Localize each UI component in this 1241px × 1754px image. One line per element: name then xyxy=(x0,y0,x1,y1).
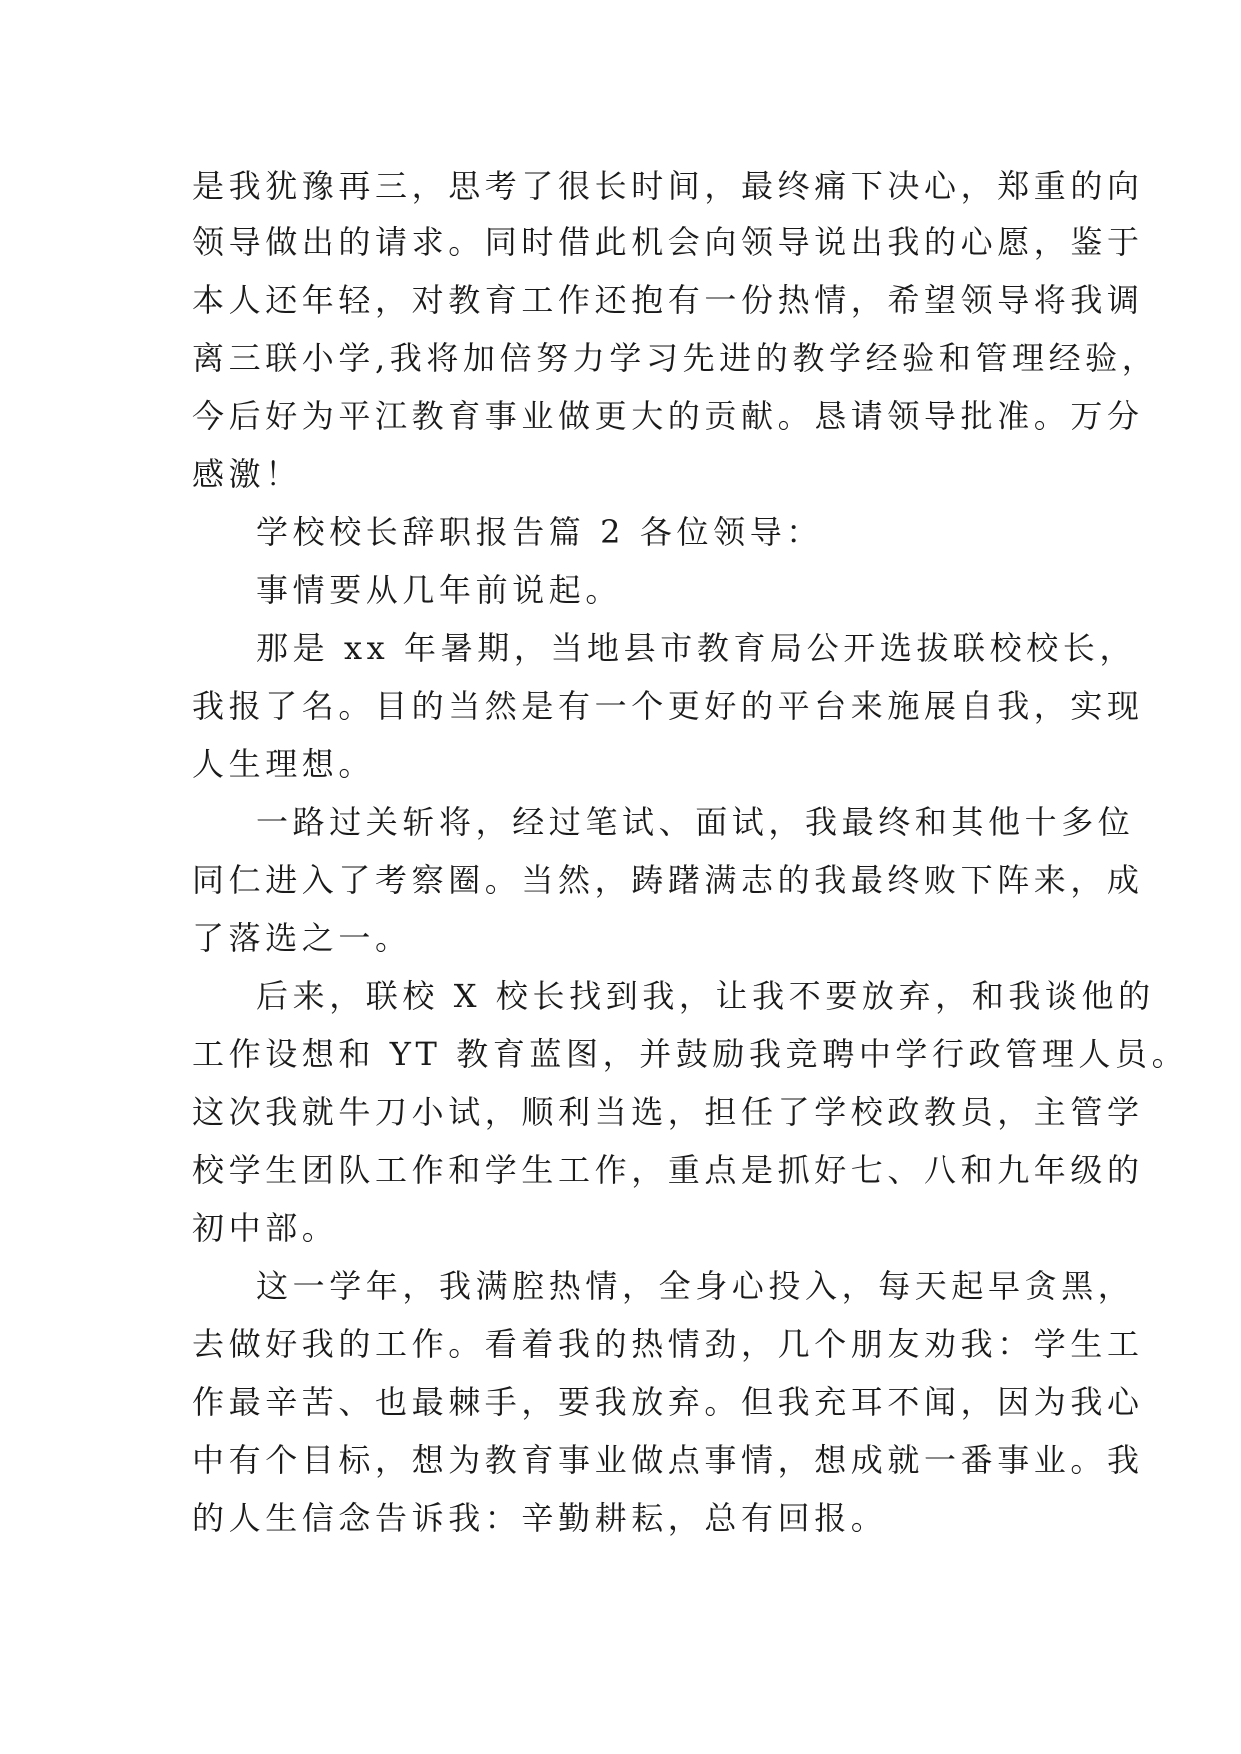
paragraph-line: 那是 xx 年暑期，当地县市教育局公开选拔联校校长， xyxy=(256,629,1137,667)
section-heading: 学校校长辞职报告篇 2 各位领导： xyxy=(256,513,823,551)
paragraph-line: 一路过关斩将，经过笔试、面试，我最终和其他十多位 xyxy=(256,803,1135,841)
text-line: 今后好为平江教育事业做更大的贡献。恳请领导批准。万分 xyxy=(192,397,1144,435)
text-line: 作最辛苦、也最棘手，要我放弃。但我充耳不闻，因为我心 xyxy=(192,1383,1144,1421)
paragraph-line: 后来，联校 X 校长找到我，让我不要放弃，和我谈他的 xyxy=(256,977,1155,1015)
text-line: 本人还年轻，对教育工作还抱有一份热情，希望领导将我调 xyxy=(192,281,1144,319)
paragraph-line: 事情要从几年前说起。 xyxy=(256,571,623,609)
text-line: 校学生团队工作和学生工作，重点是抓好七、八和九年级的 xyxy=(192,1151,1144,1189)
text-line: 人生理想。 xyxy=(192,745,376,783)
text-line: 初中部。 xyxy=(192,1209,339,1247)
text-line: 离三联小学,我将加倍努力学习先进的教学经验和管理经验， xyxy=(192,339,1159,377)
text-line: 领导做出的请求。同时借此机会向领导说出我的心愿，鉴于 xyxy=(192,223,1144,261)
text-line: 去做好我的工作。看着我的热情劲，几个朋友劝我：学生工 xyxy=(192,1325,1144,1363)
text-line: 这次我就牛刀小试，顺利当选，担任了学校政教员，主管学 xyxy=(192,1093,1144,1131)
text-line: 同仁进入了考察圈。当然，踌躇满志的我最终败下阵来，成 xyxy=(192,861,1144,899)
text-line: 工作设想和 YT 教育蓝图，并鼓励我竞聘中学行政管理人员。 xyxy=(192,1035,1189,1073)
text-line: 的人生信念告诉我：辛勤耕耘，总有回报。 xyxy=(192,1499,888,1537)
text-line: 感激！ xyxy=(192,455,302,493)
text-line: 是我犹豫再三，思考了很长时间，最终痛下决心，郑重的向 xyxy=(192,167,1144,205)
text-line: 了落选之一。 xyxy=(192,919,412,957)
paragraph-line: 这一学年，我满腔热情，全身心投入，每天起早贪黑， xyxy=(256,1267,1135,1305)
text-line: 中有个目标，想为教育事业做点事情，想成就一番事业。我 xyxy=(192,1441,1144,1479)
text-line: 我报了名。目的当然是有一个更好的平台来施展自我，实现 xyxy=(192,687,1144,725)
